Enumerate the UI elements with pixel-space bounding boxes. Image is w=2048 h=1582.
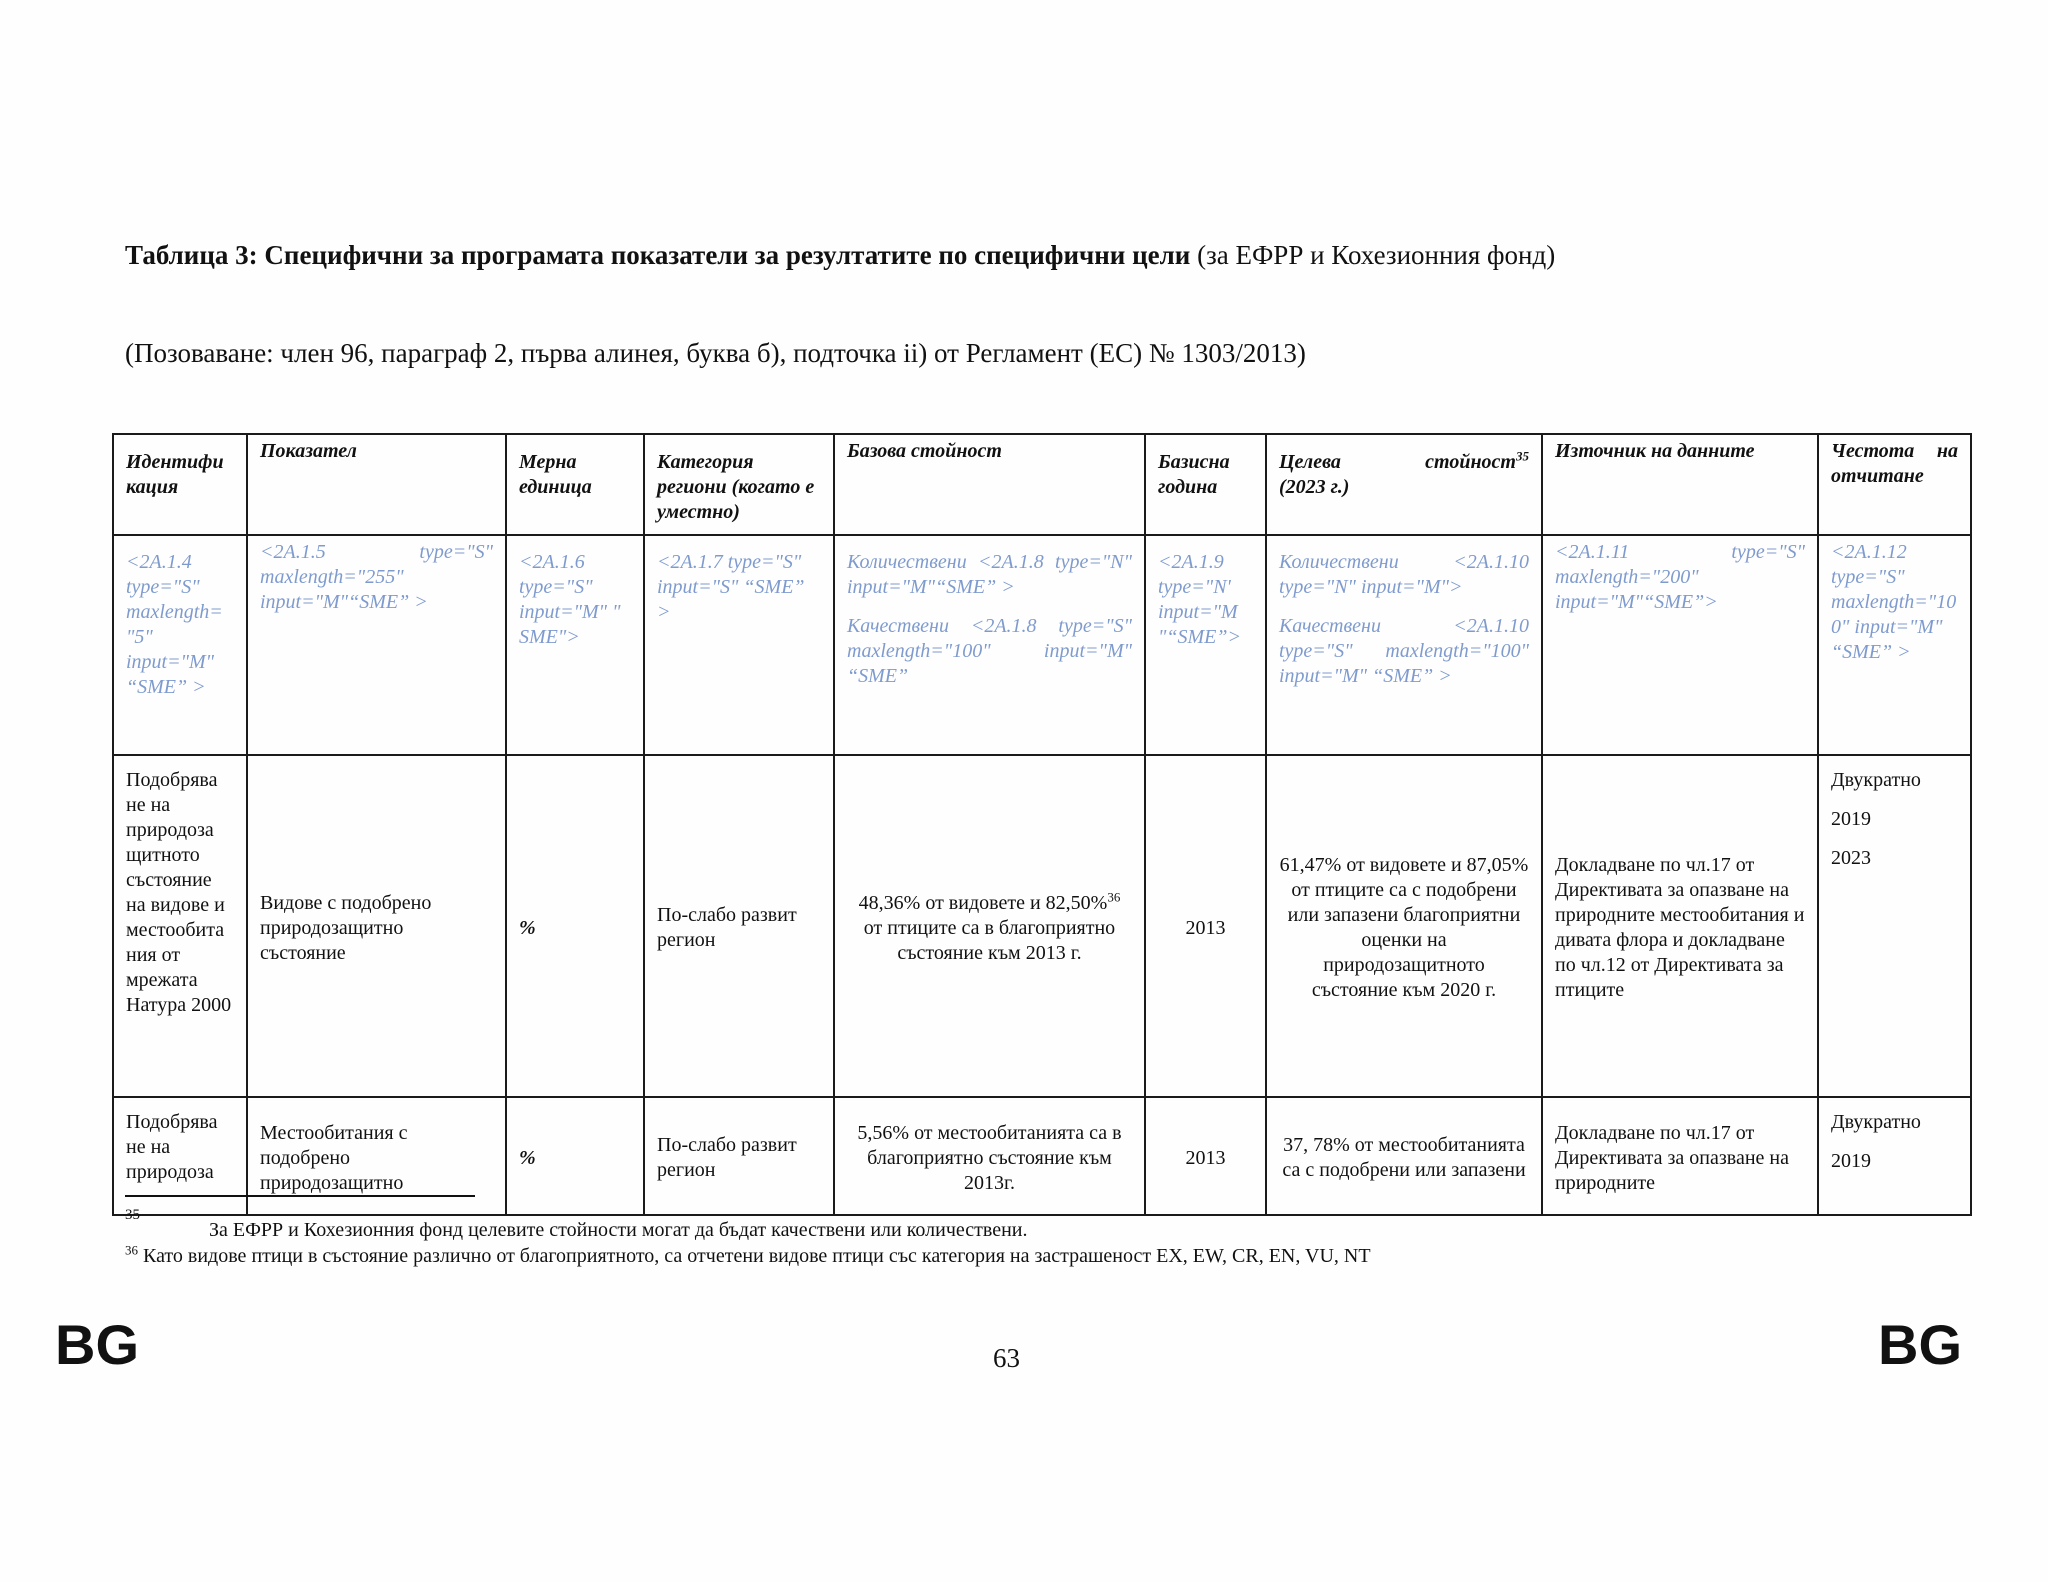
template-frequency: <2A.1.12 type="S" maxlength="100" input="M" “SME” > [1818, 535, 1971, 755]
footnote-36-number: 36 [125, 1242, 138, 1258]
row1-frequency-line: Двукратно [1831, 769, 1921, 791]
header-target-year: (2023 г.) [1279, 476, 1350, 498]
row2-baseline: 5,56% от местообитанията са в благоприятно състояние към 2013г. [834, 1097, 1145, 1215]
row1-frequency [1818, 755, 1971, 1097]
row1-baseline [834, 755, 1145, 1097]
language-code-right: BG [1878, 1313, 1962, 1376]
footnote-35-number: 35 [125, 1207, 140, 1223]
header-frequency: Честота на отчитане [1818, 434, 1971, 535]
table-row [113, 755, 1971, 1097]
template-target-quant: Количествени <2A.1.10 type="N" input="M"> [1279, 551, 1529, 598]
template-indicator: <2A.1.5 type="S" maxlength="255" input="M"“SME” > [247, 535, 506, 755]
footnote-36 [125, 1242, 1371, 1268]
row1-unit: % [506, 755, 644, 1097]
page-number: 63 [993, 1343, 1020, 1373]
row1-id: Подобрява не на природоза щитното състояние на видове и местообита ния от мрежата Натура 2000 [113, 755, 247, 1097]
row1-baseline-a: 48,36% от видовете и 82,50% [858, 891, 1108, 914]
template-base-year: <2A.1.9 type="N' input="M "“SME”> [1145, 535, 1266, 755]
header-indicator: Показател [247, 434, 506, 535]
row2-source: Докладване по чл.17 от Директивата за опазване на природните [1542, 1097, 1818, 1215]
row2-frequency-line: Двукратно [1831, 1111, 1921, 1133]
row2-id: Подобрява не на природоза [113, 1097, 247, 1215]
indicators-table [112, 433, 1972, 1216]
footnote-ref-36: 36 [1107, 888, 1121, 904]
template-source: <2A.1.11 type="S" maxlength="200" input="M"“SME”> [1542, 535, 1818, 755]
template-baseline [834, 535, 1145, 755]
row1-source: Докладване по чл.17 от Директивата за опазване на природните местообитания и дивата флора и докладване по чл.12 от Директивата за птиците [1542, 755, 1818, 1097]
header-region: Категория региони (когато е уместно) [644, 434, 834, 535]
header-id: Идентифи кация [113, 434, 247, 535]
template-baseline-qual: Качествени <2A.1.8 type="S" maxlength="100" input="M" “SME” [847, 615, 1132, 687]
header-unit: Мерна единица [506, 434, 644, 535]
row1-baseline-b: от птиците са в благоприятно състояние към 2013 г. [863, 916, 1116, 964]
header-source: Източник на данните [1542, 434, 1818, 535]
row2-frequency-line: 2019 [1831, 1150, 1871, 1172]
row2-target: 37, 78% от местообитанията са с подобрени или запазени [1266, 1097, 1542, 1215]
row1-frequency-line: 2019 [1831, 808, 1871, 830]
row2-base-year: 2013 [1145, 1097, 1266, 1215]
table-title-bold: Таблица 3: Специфични за програмата показатели за резултатите по специфични цели [125, 240, 1191, 270]
footnote-35-text: За ЕФРР и Кохезионния фонд целевите стойности могат да бъдат качествени или количествени. [209, 1219, 1028, 1241]
table-row [113, 1097, 1971, 1215]
row1-frequency-line: 2023 [1831, 847, 1871, 869]
table-header-row [113, 434, 1971, 535]
template-row [113, 535, 1971, 755]
table-title-rest: (за ЕФРР и Кохезионния фонд) [1190, 240, 1556, 270]
footnote-36-text: Като видове птици в състояние различно от благоприятното, са отчетени видове птици със категория на застрашеност EX, EW, CR, EN, VU, NT [138, 1245, 1371, 1267]
row1-base-year: 2013 [1145, 755, 1266, 1097]
header-target-word2-wrap [1425, 450, 1529, 475]
row2-unit: % [506, 1097, 644, 1215]
header-target [1266, 434, 1542, 535]
template-region: <2A.1.7 type="S" input="S" “SME” > [644, 535, 834, 755]
row2-indicator: Местообитания с подобрено природозащитно [247, 1097, 506, 1215]
footnote-divider [125, 1195, 475, 1197]
row1-target: 61,47% от видовете и 87,05% от птиците са с подобрени или запазени благоприятни оценки на природозащитното състояние към 2020 г. [1266, 755, 1542, 1097]
header-base-year: Базисна година [1145, 434, 1266, 535]
row2-region: По-слабо развит регион [644, 1097, 834, 1215]
template-baseline-quant: Количествени <2A.1.8 type="N" input="M"“SME” > [847, 551, 1132, 598]
footnote-ref-35: 35 [1516, 448, 1529, 464]
header-target-word2: стойност [1425, 451, 1516, 473]
template-unit: <2A.1.6 type="S" input="M" " SME"> [506, 535, 644, 755]
header-baseline: Базова стойност [834, 434, 1145, 535]
regulation-reference: (Позоваване: член 96, параграф 2, първа алинея, буква б), подточка ii) от Регламент (ЕС) № 1303/2013) [125, 338, 1306, 368]
header-target-word1: Целева [1279, 451, 1341, 473]
row1-region: По-слабо развит регион [644, 755, 834, 1097]
table-title [125, 240, 1555, 271]
header-target-line [1279, 450, 1529, 475]
template-target-qual: Качествени <2A.1.10 type="S" maxlength="100" input="M" “SME” > [1279, 615, 1529, 687]
language-code-left: BG [55, 1313, 139, 1376]
row2-frequency [1818, 1097, 1971, 1215]
row1-indicator: Видове с подобрено природозащитно състояние [247, 755, 506, 1097]
template-id: <2A.1.4 type="S" maxlength= "5" input="M" “SME” > [113, 535, 247, 755]
template-target [1266, 535, 1542, 755]
